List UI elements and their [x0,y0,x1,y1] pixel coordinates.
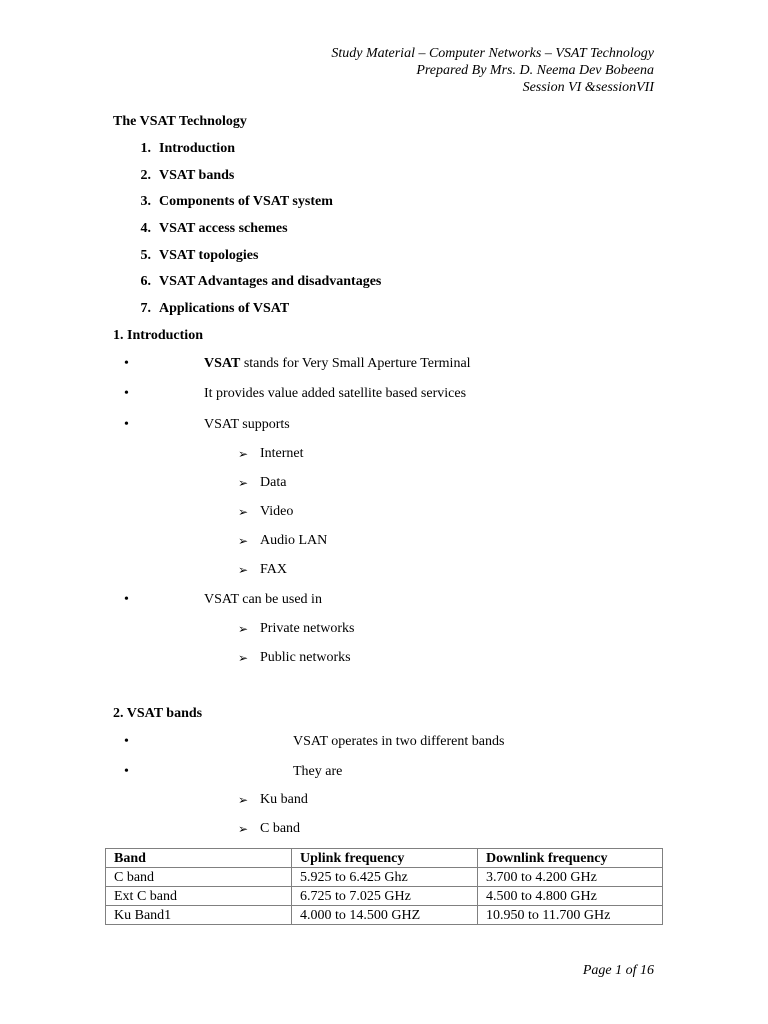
sub-item-private-networks: Private networks [260,621,355,636]
table-header-row [106,849,663,868]
table-row [106,906,663,925]
toc-item-components: Components of VSAT system [159,194,333,209]
arrow-bullet-icon: ➢ [238,563,249,577]
arrow-bullet-icon: ➢ [238,822,249,836]
arrow-bullet-icon: ➢ [238,651,249,665]
table-cell-uplink: 5.925 to 6.425 Ghz [292,868,478,887]
toc-item-introduction: Introduction [159,141,235,156]
document-title: The VSAT Technology [113,114,247,129]
table-cell-uplink: 4.000 to 14.500 GHZ [292,906,478,925]
bullet-text-operates: VSAT operates in two different bands [293,734,505,749]
sub-item-c-band: C band [260,821,301,836]
table-cell-uplink: 6.725 to 7.025 GHz [292,887,478,906]
arrow-bullet-icon: ➢ [238,476,249,490]
arrow-bullet-icon: ➢ [238,505,249,519]
arrow-bullet-icon: ➢ [238,447,249,461]
bullet-icon: • [124,386,129,401]
header-session-line: Session VI &sessionVII [522,80,654,95]
definition-text: stands for Very Small Aperture Terminal [240,356,471,371]
table-cell-band: Ext C band [106,887,292,906]
column-header-band: Band [106,849,292,868]
toc-item-advantages: VSAT Advantages and disadvantages [159,274,382,289]
bold-term: VSAT [204,356,241,371]
section-heading-vsat-bands: 2. VSAT bands [113,706,203,721]
bullet-icon: • [124,734,129,749]
toc-number: 3. [140,194,151,209]
bullet-text-they-are: They are [293,764,343,779]
sub-item-fax: FAX [260,562,287,577]
sub-item-data: Data [260,475,287,490]
table-row [106,887,663,906]
toc-item-vsat-bands: VSAT bands [159,168,235,183]
bullet-text-used-in: VSAT can be used in [204,592,322,607]
table-cell-band: C band [106,868,292,887]
bullet-icon: • [124,417,129,432]
toc-number: 5. [140,248,151,263]
page-number: Page 1 of 16 [582,963,654,978]
arrow-bullet-icon: ➢ [238,793,249,807]
toc-number: 1. [140,141,151,156]
toc-number: 6. [140,274,151,289]
sub-item-video: Video [260,504,294,519]
toc-number: 7. [140,301,151,316]
arrow-bullet-icon: ➢ [238,622,249,636]
bullet-icon: • [124,764,129,779]
bullet-icon: • [124,592,129,607]
column-header-downlink: Downlink frequency [478,849,663,868]
frequency-table [105,848,663,925]
table-cell-band: Ku Band1 [106,906,292,925]
table-cell-downlink: 3.700 to 4.200 GHz [478,868,663,887]
toc-item-topologies: VSAT topologies [159,248,259,263]
bullet-text-services: It provides value added satellite based services [204,386,467,401]
bullet-text-vsat-definition [204,355,471,373]
bullet-icon: • [124,356,129,371]
header-author-line: Prepared By Mrs. D. Neema Dev Bobeena [416,63,654,78]
table-cell-downlink: 10.950 to 11.700 GHz [478,906,663,925]
header-course-line: Study Material – Computer Networks – VSAT Technology [331,46,654,61]
table-cell-downlink: 4.500 to 4.800 GHz [478,887,663,906]
sub-item-ku-band: Ku band [260,792,308,807]
sub-item-public-networks: Public networks [260,650,351,665]
toc-number: 2. [140,168,151,183]
bullet-text-supports: VSAT supports [204,417,290,432]
column-header-uplink: Uplink frequency [292,849,478,868]
section-heading-introduction: 1. Introduction [113,328,203,343]
toc-item-access-schemes: VSAT access schemes [159,221,288,236]
table-row [106,868,663,887]
arrow-bullet-icon: ➢ [238,534,249,548]
toc-item-applications: Applications of VSAT [159,301,290,316]
toc-number: 4. [140,221,151,236]
sub-item-internet: Internet [260,446,304,461]
sub-item-audio-lan: Audio LAN [260,533,328,548]
